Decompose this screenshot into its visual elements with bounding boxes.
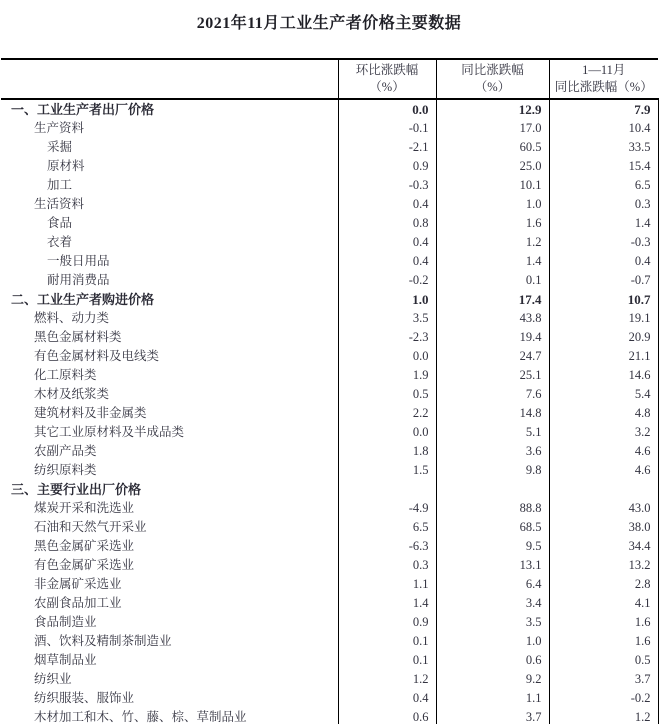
row-mom-value: 0.5 bbox=[338, 385, 436, 404]
row-label: 其它工业原材料及半成品类 bbox=[34, 425, 185, 439]
row-mom-value: 0.9 bbox=[338, 157, 436, 176]
table-row bbox=[1, 138, 658, 157]
header-row bbox=[1, 59, 658, 99]
row-mom-value: 0.9 bbox=[338, 613, 436, 632]
row-label: 三、主要行业出厂价格 bbox=[11, 482, 142, 497]
row-ytd-value: -0.3 bbox=[549, 233, 658, 252]
row-label: 黑色金属矿采选业 bbox=[34, 539, 135, 553]
row-ytd-value: 1.4 bbox=[549, 214, 658, 233]
row-yoy-value: 9.8 bbox=[436, 461, 549, 480]
table-row bbox=[1, 632, 658, 651]
table-row bbox=[1, 271, 658, 290]
row-ytd-value: 20.9 bbox=[549, 328, 658, 347]
row-ytd-value: 19.1 bbox=[549, 309, 658, 328]
page-title: 2021年11月工业生产者价格主要数据 bbox=[196, 15, 462, 32]
header-ytd bbox=[549, 59, 658, 99]
row-mom-value: 1.0 bbox=[338, 290, 436, 309]
row-label: 石油和天然气开采业 bbox=[34, 520, 147, 534]
row-ytd-value: 34.4 bbox=[549, 537, 658, 556]
row-label: 农副产品类 bbox=[34, 444, 97, 458]
row-mom-value: 0.4 bbox=[338, 689, 436, 708]
row-label: 化工原料类 bbox=[34, 368, 97, 382]
header-yoy bbox=[436, 59, 549, 99]
row-yoy-value: 7.6 bbox=[436, 385, 549, 404]
row-ytd-value: 0.3 bbox=[549, 195, 658, 214]
table-row bbox=[1, 613, 658, 632]
table-row bbox=[1, 689, 658, 708]
table-row bbox=[1, 480, 658, 499]
table-row bbox=[1, 594, 658, 613]
row-label: 酒、饮料及精制茶制造业 bbox=[34, 634, 172, 648]
row-yoy-value: 3.5 bbox=[436, 613, 549, 632]
row-yoy-value: 1.0 bbox=[436, 632, 549, 651]
table-row bbox=[1, 347, 658, 366]
row-ytd-value: 4.6 bbox=[549, 442, 658, 461]
row-ytd-value: 33.5 bbox=[549, 138, 658, 157]
row-yoy-value: 88.8 bbox=[436, 499, 549, 518]
table-row bbox=[1, 233, 658, 252]
row-label: 一般日用品 bbox=[47, 254, 110, 268]
row-label: 农副食品加工业 bbox=[34, 596, 122, 610]
row-ytd-value: 21.1 bbox=[549, 347, 658, 366]
row-label: 烟草制品业 bbox=[34, 653, 97, 667]
row-ytd-value: -0.2 bbox=[549, 689, 658, 708]
row-ytd-value: 2.8 bbox=[549, 575, 658, 594]
table-row bbox=[1, 518, 658, 537]
table-row bbox=[1, 404, 658, 423]
row-ytd-value: 43.0 bbox=[549, 499, 658, 518]
row-yoy-value: 17.0 bbox=[436, 119, 549, 138]
row-label: 生产资料 bbox=[34, 121, 85, 135]
row-yoy-value: 3.6 bbox=[436, 442, 549, 461]
row-mom-value: 0.8 bbox=[338, 214, 436, 233]
row-mom-value: 1.2 bbox=[338, 670, 436, 689]
table-row bbox=[1, 214, 658, 233]
row-yoy-value bbox=[436, 480, 549, 499]
row-ytd-value: 0.5 bbox=[549, 651, 658, 670]
row-yoy-value: 24.7 bbox=[436, 347, 549, 366]
header-mom-line2: （%） bbox=[369, 80, 405, 94]
row-label: 建筑材料及非金属类 bbox=[34, 406, 147, 420]
row-yoy-value: 43.8 bbox=[436, 309, 549, 328]
row-yoy-value: 9.2 bbox=[436, 670, 549, 689]
row-ytd-value: 4.6 bbox=[549, 461, 658, 480]
row-label: 加工 bbox=[47, 178, 73, 192]
row-label: 采掘 bbox=[47, 140, 73, 154]
row-ytd-value: 1.2 bbox=[549, 708, 658, 724]
row-mom-value: -6.3 bbox=[338, 537, 436, 556]
table-row bbox=[1, 575, 658, 594]
row-label: 耐用消费品 bbox=[47, 273, 110, 287]
row-ytd-value: 4.8 bbox=[549, 404, 658, 423]
row-mom-value: 0.0 bbox=[338, 423, 436, 442]
table-header bbox=[1, 59, 658, 99]
row-label: 纺织业 bbox=[34, 672, 72, 686]
table-row bbox=[1, 157, 658, 176]
row-mom-value: 0.6 bbox=[338, 708, 436, 724]
row-ytd-value: 14.6 bbox=[549, 366, 658, 385]
row-mom-value: 0.1 bbox=[338, 651, 436, 670]
row-mom-value: 2.2 bbox=[338, 404, 436, 423]
table-row bbox=[1, 499, 658, 518]
table-row bbox=[1, 537, 658, 556]
row-ytd-value: 0.4 bbox=[549, 252, 658, 271]
row-label: 一、工业生产者出厂价格 bbox=[11, 102, 155, 117]
row-label: 生活资料 bbox=[34, 197, 85, 211]
row-yoy-value: 0.6 bbox=[436, 651, 549, 670]
table-row bbox=[1, 670, 658, 689]
row-mom-value: 1.9 bbox=[338, 366, 436, 385]
row-ytd-value: 15.4 bbox=[549, 157, 658, 176]
row-ytd-value: 1.6 bbox=[549, 613, 658, 632]
header-ytd-line2: 同比涨跌幅（%） bbox=[554, 80, 653, 94]
row-yoy-value: 13.1 bbox=[436, 556, 549, 575]
row-yoy-value: 1.4 bbox=[436, 252, 549, 271]
row-mom-value: -2.1 bbox=[338, 138, 436, 157]
table-row bbox=[1, 195, 658, 214]
row-mom-value: 0.4 bbox=[338, 233, 436, 252]
row-mom-value: 1.8 bbox=[338, 442, 436, 461]
table-row bbox=[1, 651, 658, 670]
row-ytd-value: 5.4 bbox=[549, 385, 658, 404]
row-ytd-value bbox=[549, 480, 658, 499]
row-ytd-value: 10.7 bbox=[549, 290, 658, 309]
row-yoy-value: 6.4 bbox=[436, 575, 549, 594]
table-row bbox=[1, 176, 658, 195]
row-ytd-value: 1.6 bbox=[549, 632, 658, 651]
row-label: 木材及纸浆类 bbox=[34, 387, 110, 401]
row-ytd-value: -0.7 bbox=[549, 271, 658, 290]
row-mom-value: 3.5 bbox=[338, 309, 436, 328]
row-mom-value: 0.1 bbox=[338, 632, 436, 651]
row-mom-value: 1.4 bbox=[338, 594, 436, 613]
table-row bbox=[1, 385, 658, 404]
row-mom-value: 0.3 bbox=[338, 556, 436, 575]
row-yoy-value: 12.9 bbox=[436, 99, 549, 119]
row-label: 非金属矿采选业 bbox=[34, 577, 122, 591]
row-yoy-value: 68.5 bbox=[436, 518, 549, 537]
row-yoy-value: 19.4 bbox=[436, 328, 549, 347]
row-mom-value: 1.1 bbox=[338, 575, 436, 594]
row-yoy-value: 3.7 bbox=[436, 708, 549, 724]
row-ytd-value: 3.7 bbox=[549, 670, 658, 689]
row-mom-value: -0.1 bbox=[338, 119, 436, 138]
row-ytd-value: 13.2 bbox=[549, 556, 658, 575]
row-yoy-value: 17.4 bbox=[436, 290, 549, 309]
row-yoy-value: 1.0 bbox=[436, 195, 549, 214]
row-label: 煤炭开采和洗选业 bbox=[34, 501, 135, 515]
row-mom-value: 0.4 bbox=[338, 195, 436, 214]
row-mom-value: -4.9 bbox=[338, 499, 436, 518]
row-ytd-value: 3.2 bbox=[549, 423, 658, 442]
row-label: 木材加工和木、竹、藤、棕、草制品业 bbox=[34, 710, 247, 724]
row-ytd-value: 7.9 bbox=[549, 99, 658, 119]
row-mom-value: -0.3 bbox=[338, 176, 436, 195]
table-row bbox=[1, 309, 658, 328]
table-row bbox=[1, 99, 658, 119]
row-label: 食品 bbox=[47, 216, 73, 230]
row-yoy-value: 25.0 bbox=[436, 157, 549, 176]
row-mom-value: 0.0 bbox=[338, 347, 436, 366]
table-row bbox=[1, 708, 658, 724]
row-yoy-value: 1.1 bbox=[436, 689, 549, 708]
header-yoy-line2: （%） bbox=[474, 80, 511, 94]
row-yoy-value: 5.1 bbox=[436, 423, 549, 442]
row-yoy-value: 3.4 bbox=[436, 594, 549, 613]
row-yoy-value: 25.1 bbox=[436, 366, 549, 385]
header-ytd-line1: 1—11月 bbox=[582, 63, 626, 77]
table-row bbox=[1, 423, 658, 442]
row-label: 黑色金属材料类 bbox=[34, 330, 122, 344]
row-ytd-value: 10.4 bbox=[549, 119, 658, 138]
row-label: 原材料 bbox=[47, 159, 85, 173]
row-yoy-value: 1.6 bbox=[436, 214, 549, 233]
row-label: 衣着 bbox=[47, 235, 73, 249]
table-row bbox=[1, 366, 658, 385]
row-label: 食品制造业 bbox=[34, 615, 97, 629]
row-label: 二、工业生产者购进价格 bbox=[11, 292, 155, 307]
row-yoy-value: 14.8 bbox=[436, 404, 549, 423]
row-label: 纺织服装、服饰业 bbox=[34, 691, 135, 705]
row-label: 纺织原料类 bbox=[34, 463, 97, 477]
row-ytd-value: 6.5 bbox=[549, 176, 658, 195]
row-yoy-value: 9.5 bbox=[436, 537, 549, 556]
row-yoy-value: 10.1 bbox=[436, 176, 549, 195]
table-row bbox=[1, 461, 658, 480]
row-yoy-value: 0.1 bbox=[436, 271, 549, 290]
row-label: 有色金属矿采选业 bbox=[34, 558, 135, 572]
row-mom-value: -0.2 bbox=[338, 271, 436, 290]
header-mom bbox=[338, 59, 436, 99]
row-yoy-value: 60.5 bbox=[436, 138, 549, 157]
header-empty-cell bbox=[1, 59, 338, 99]
header-yoy-line1: 同比涨跌幅 bbox=[461, 63, 524, 77]
table-row bbox=[1, 290, 658, 309]
table-row bbox=[1, 328, 658, 347]
table-row bbox=[1, 119, 658, 138]
row-mom-value: 0.0 bbox=[338, 99, 436, 119]
header-mom-line1: 环比涨跌幅 bbox=[355, 63, 419, 77]
table-row bbox=[1, 442, 658, 461]
table-row bbox=[1, 556, 658, 575]
row-ytd-value: 38.0 bbox=[549, 518, 658, 537]
row-mom-value: 0.4 bbox=[338, 252, 436, 271]
row-mom-value: 1.5 bbox=[338, 461, 436, 480]
price-table bbox=[1, 58, 659, 724]
table-row bbox=[1, 252, 658, 271]
row-mom-value: -2.3 bbox=[338, 328, 436, 347]
row-ytd-value: 4.1 bbox=[549, 594, 658, 613]
row-mom-value: 6.5 bbox=[338, 518, 436, 537]
row-label: 燃料、动力类 bbox=[34, 311, 110, 325]
row-yoy-value: 1.2 bbox=[436, 233, 549, 252]
row-mom-value bbox=[338, 480, 436, 499]
row-label: 有色金属材料及电线类 bbox=[34, 349, 160, 363]
table-body bbox=[1, 99, 658, 724]
